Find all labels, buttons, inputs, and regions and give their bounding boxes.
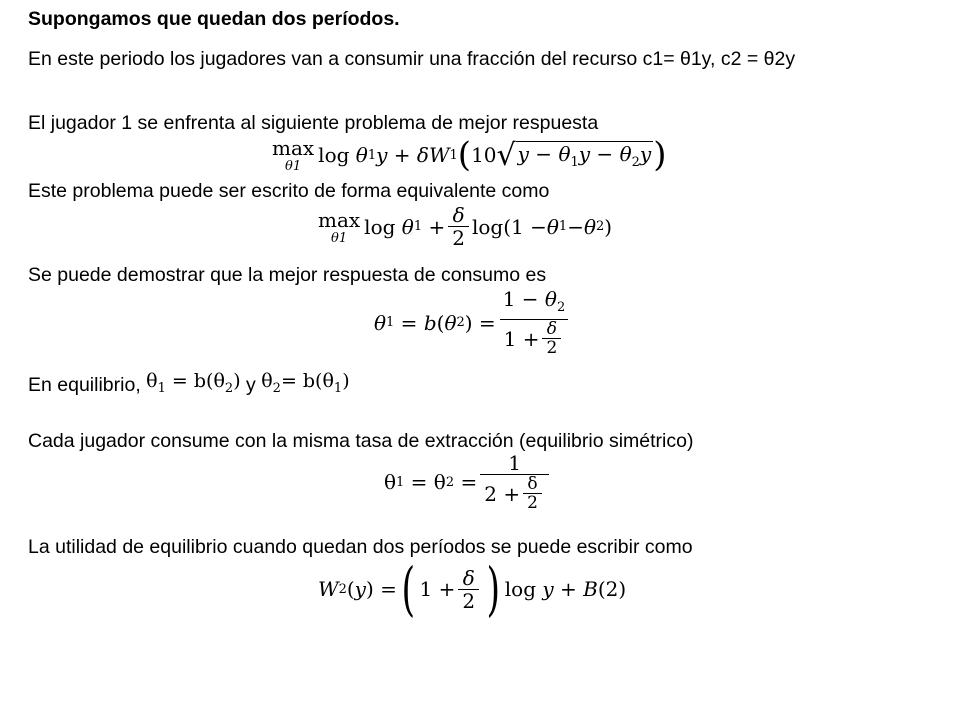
equation-best-response: max θ1 log θ 1 y + δ W 1 ( 10 √ $y - \theta_1y - \theta_2y$ ) [272,135,667,175]
text-line-equivalente: Este problema puede ser escrito de forma equivalente como [28,180,550,202]
fraction-symmetric: 1 2 + $\frac{\delta}{2}$ [480,452,549,512]
fraction-best-response: $1 - \theta_2$ 1 + $\frac{\delta}{2}$ [499,288,570,357]
equation-symmetric: θ 1 = θ 2 = 1 2 + $\frac{\delta}{2}$ [384,452,552,512]
equation-equivalent: max θ1 log θ 1 + $\frac{\delta}{2}$ log (1 − θ 1 − θ 2 ) [318,203,613,250]
text-line-demostrar: Se puede demostrar que la mejor respuesta de consumo es [28,264,547,286]
text-line-utilidad: La utilidad de equilibrio cuando quedan dos períodos se puede escribir como [28,536,693,558]
max-operator: max θ1 [272,136,315,174]
fraction-delta-over-two-2: $\frac{\delta}{2}$ [458,567,479,612]
equation-utility: W 2 ( y ) = ( 1 + $\frac{\delta}{2}$ ) log y + B (2) [318,555,627,623]
fraction-delta-over-two: $\frac{\delta}{2}$ [448,204,469,249]
text-line-problema: El jugador 1 se enfrenta al siguiente problema de mejor respuesta [28,112,599,134]
heading: Supongamos que quedan dos períodos. [28,8,400,30]
text-line-recurso: En este periodo los jugadores van a consumir una fracción del recurso c1= θ1y, c2 = θ2y [28,48,796,70]
equation-best-response-function: θ 1 = b ( θ 2 ) = $1 - \theta_2$ 1 + $\frac{\delta}{2}$ [374,288,572,357]
max-operator-2: max θ1 [318,207,361,246]
text-line-equilibrio: En equilibrio, $\theta_1 = b(\theta_2)$ y $\theta_2= b(\theta_1)$ [28,370,350,396]
text-line-simetrico: Cada jugador consume con la misma tasa de extracción (equilibrio simétrico) [28,430,694,452]
